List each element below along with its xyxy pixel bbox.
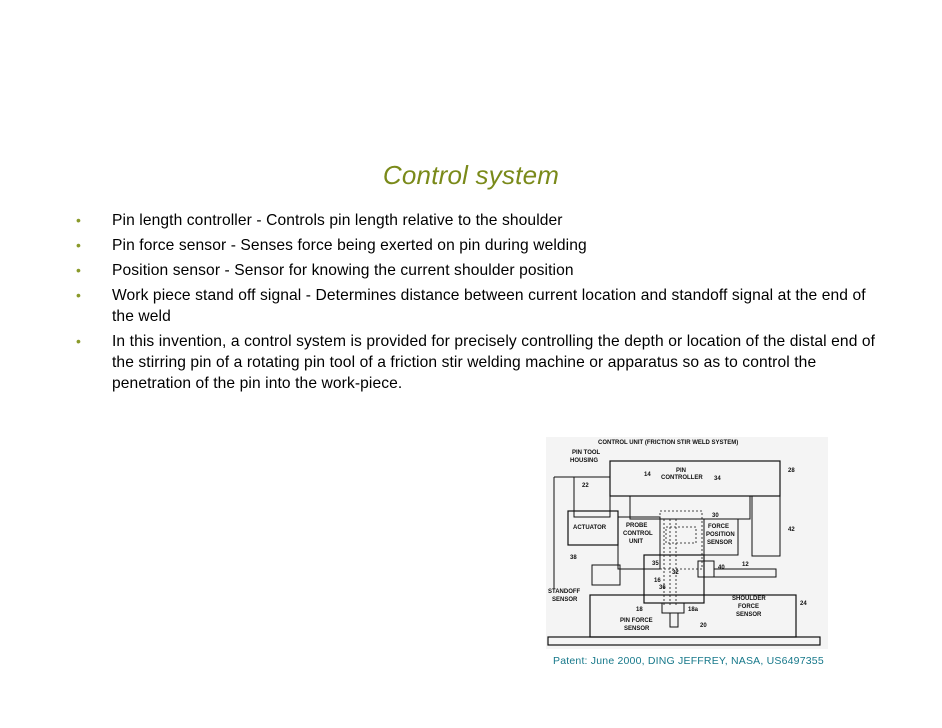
ref-40: 40 (718, 565, 725, 571)
bullet-icon: • (76, 262, 82, 278)
label-shoulder-sensor: SENSOR (736, 612, 762, 618)
bullet-icon: • (76, 287, 82, 303)
label-probe: PROBE (626, 523, 648, 529)
bullet-item (76, 210, 876, 231)
label-standoff: STANDOFF (548, 589, 581, 595)
ref-16: 16 (654, 578, 661, 584)
ref-35: 35 (652, 561, 659, 567)
label-standoff-sensor: SENSOR (552, 597, 578, 603)
label-control: CONTROL (623, 531, 653, 537)
label-controller: CONTROLLER (661, 475, 703, 481)
bullet-text: Pin length controller - Controls pin length relative to the shoulder (112, 212, 563, 229)
label-position: POSITION (706, 532, 735, 538)
ref-22: 22 (582, 483, 589, 489)
patent-diagram (546, 437, 828, 649)
label-sensor: SENSOR (707, 540, 733, 546)
patent-caption: Patent: June 2000, DING JEFFREY, NASA, US6497355 (553, 655, 824, 667)
ref-30: 30 (712, 513, 719, 519)
bullet-text: In this invention, a control system is provided for precisely controlling the depth or location of the distal end of the stirring pin of a rotating pin tool of a friction stir welding machine or apparatus so as to control the penetration of the pin into the work-piece. (112, 333, 876, 392)
label-pin-force: PIN FORCE (620, 618, 653, 624)
diagram-header: CONTROL UNIT (FRICTION STIR WELD SYSTEM) (598, 440, 739, 446)
label-force: FORCE (708, 524, 729, 530)
ref-42: 42 (788, 527, 795, 533)
ref-34: 34 (714, 476, 721, 482)
label-pin-tool: PIN TOOL (572, 450, 601, 456)
bullet-item (76, 235, 876, 256)
bullet-list (76, 210, 876, 398)
label-shoulder: SHOULDER (732, 596, 766, 602)
ref-28: 28 (788, 468, 795, 474)
slide-title: Control system (382, 160, 560, 190)
ref-18: 18 (636, 607, 643, 613)
bullet-text: Pin force sensor - Senses force being exerted on pin during welding (112, 237, 587, 254)
bullet-text: Position sensor - Sensor for knowing the current shoulder position (112, 262, 574, 279)
ref-14: 14 (644, 472, 651, 478)
label-unit: UNIT (629, 539, 643, 545)
bullet-item (76, 285, 876, 327)
ref-32: 32 (672, 570, 679, 576)
bullet-text: Work piece stand off signal - Determines distance between current location and standoff signal at the end of the weld (112, 287, 866, 325)
ref-24: 24 (800, 601, 807, 607)
label-shoulder-force: FORCE (738, 604, 759, 610)
label-pin: PIN (676, 468, 687, 474)
label-actuator: ACTUATOR (573, 525, 607, 531)
bullet-icon: • (76, 333, 82, 349)
bullet-item (76, 260, 876, 281)
label-pin-force-sensor: SENSOR (624, 626, 650, 632)
ref-12: 12 (742, 562, 749, 568)
ref-20: 20 (700, 623, 707, 629)
ref-36: 36 (659, 585, 666, 591)
bullet-icon: • (76, 237, 82, 253)
bullet-icon: • (76, 212, 82, 228)
ref-18a: 18a (688, 607, 699, 613)
label-housing: HOUSING (570, 458, 599, 464)
ref-38: 38 (570, 555, 577, 561)
bullet-item (76, 331, 876, 394)
